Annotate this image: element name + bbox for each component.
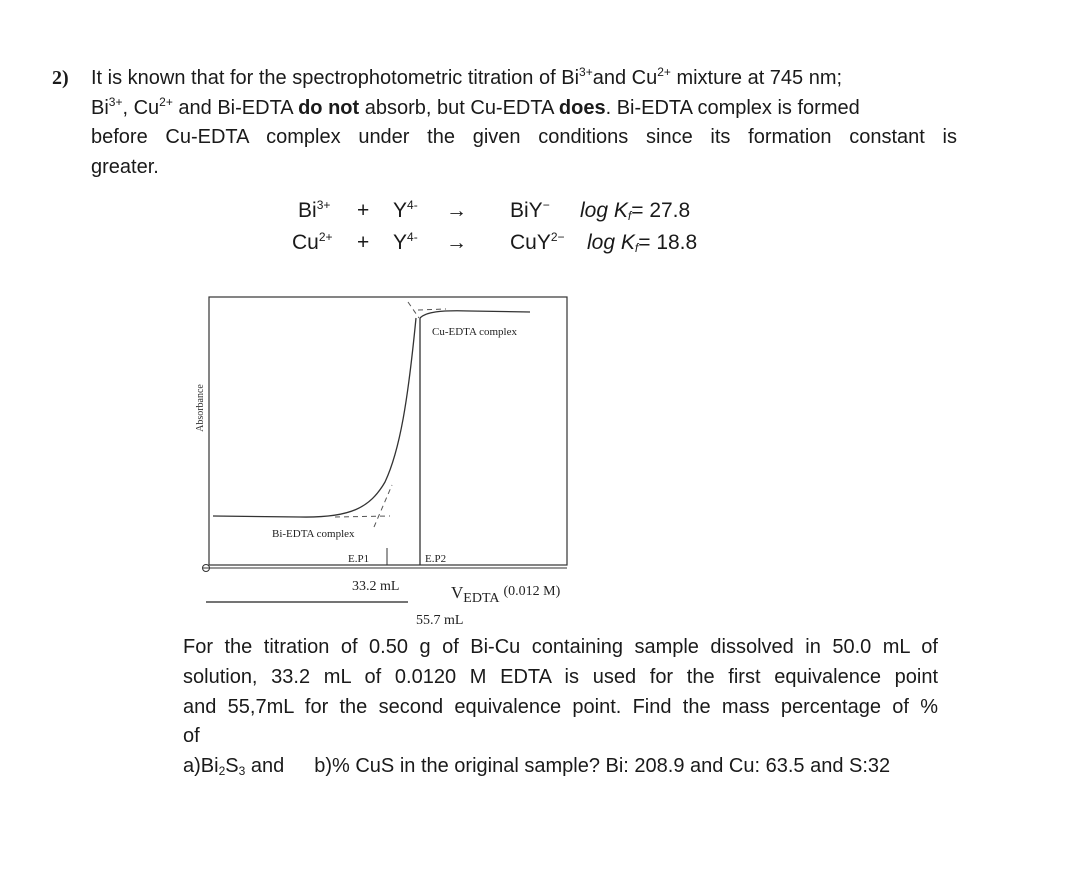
text: and <box>245 755 285 778</box>
text: log K <box>580 199 628 222</box>
text: . Bi-EDTA complex is formed <box>605 96 860 119</box>
problem-statement <box>183 633 938 782</box>
y-axis-label: Absorbance <box>195 384 206 432</box>
text: BiY <box>510 199 543 222</box>
emphasis: do not <box>298 96 360 119</box>
ep1-volume: 33.2 mL <box>352 579 400 594</box>
charge: − <box>542 198 550 212</box>
bi-edta-curve <box>213 318 416 517</box>
text: S <box>225 755 239 778</box>
charge: 2− <box>550 230 565 244</box>
problem-line-3: and 55,7mL for the second equivalence point. Find the mass percentage of % <box>183 695 938 718</box>
bi-edta-label: Bi-EDTA complex <box>272 528 355 540</box>
cu-edta-label: Cu-EDTA complex <box>432 326 517 338</box>
emphasis: does <box>558 96 606 119</box>
text: CuY <box>510 231 551 254</box>
reaction-2-arrow: → <box>446 231 467 254</box>
text: V <box>451 583 464 602</box>
text: Y <box>393 199 408 222</box>
text: b)% CuS in the original sample? Bi: 208.9 and Cu: 63.5 and S:32 <box>314 755 891 778</box>
ep2-volume: 55.7 mL <box>416 613 464 628</box>
text: Y <box>393 231 408 254</box>
text: Cu <box>292 231 319 254</box>
intro-line-3: before Cu-EDTA complex under the given conditions since its formation constant is <box>91 126 957 149</box>
subscript: 2 <box>218 764 226 779</box>
charge: 4- <box>407 198 418 212</box>
charge: 3+ <box>316 198 331 212</box>
text: , Cu <box>122 96 160 119</box>
text: and Cu <box>592 67 658 89</box>
charge: 2+ <box>159 94 173 109</box>
problem-line-4: of <box>183 725 200 748</box>
text: Bi <box>91 96 109 119</box>
reaction-1-plus: + <box>357 199 370 222</box>
subscript: 3 <box>238 764 246 779</box>
text: Bi <box>298 199 317 222</box>
text: and Bi-EDTA <box>172 96 299 119</box>
reaction-1-arrow: → <box>446 199 467 222</box>
intro-line-4: greater. <box>91 156 159 179</box>
problem-line-2: solution, 33.2 mL of 0.0120 M EDTA is used for the first equivalence point <box>183 665 938 688</box>
text: log K <box>587 231 635 254</box>
ep1-label: E.P1 <box>348 553 370 565</box>
text: = 18.8 <box>638 231 698 254</box>
subscript: EDTA <box>463 591 500 606</box>
text: It is known that for the spectrophotometric titration of Bi <box>91 67 580 89</box>
text: = 27.8 <box>631 199 691 222</box>
reaction-2-plus: + <box>357 231 370 254</box>
ep2-extrapolation <box>408 302 446 318</box>
text: a)Bi <box>183 755 219 778</box>
charge: 4- <box>407 230 418 244</box>
x-axis-label <box>451 583 561 606</box>
subscript: f <box>634 241 639 255</box>
charge: 3+ <box>108 94 123 109</box>
charge: 2+ <box>318 230 333 244</box>
problem-line-1: For the titration of 0.50 g of Bi-Cu containing sample dissolved in 50.0 mL of <box>183 636 938 658</box>
subscript: f <box>627 209 632 223</box>
problem-line-5 <box>183 752 938 782</box>
cu-edta-curve <box>420 311 530 318</box>
charge: 3+ <box>579 65 593 79</box>
question-number: 2) <box>52 67 69 89</box>
ep2-label: E.P2 <box>425 553 447 565</box>
text: absorb, but Cu-EDTA <box>359 96 559 119</box>
charge: 2+ <box>657 65 671 79</box>
text: (0.012 M) <box>503 584 561 599</box>
text: mixture at 745 nm; <box>670 67 843 89</box>
